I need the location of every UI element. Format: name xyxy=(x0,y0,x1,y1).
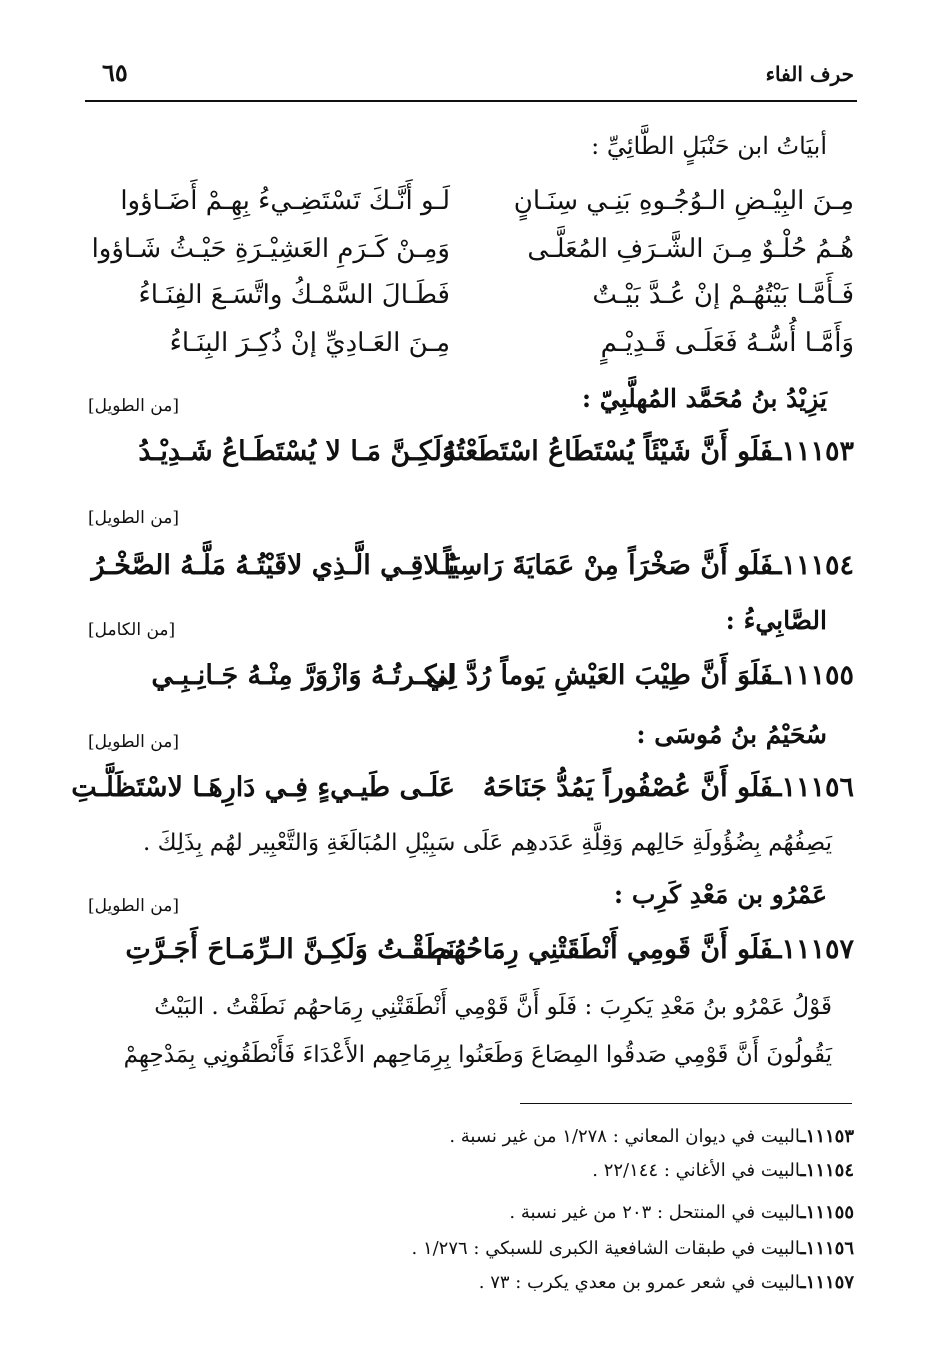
verse-left: وَلَكِـنَّ مَـا لا يُسْتَطَـاعُ شَـدِيْـدُ xyxy=(138,436,455,467)
intro-heading: أبيَاتُ ابن حَنْبَلٍ الطَّائِيِّ : xyxy=(591,132,827,160)
poet-name: يَزِيْدُ بنُ مُحَمَّد المُهلَّبِيّ : xyxy=(581,384,827,413)
verse-right xyxy=(474,772,854,803)
verse-right xyxy=(425,660,854,691)
verse-right-text: فَلَو أَنَّ شَيْئَاً يُسْتَطَاعُ اسْتَطَعْتُهُ xyxy=(442,436,774,467)
intro-verse-4-left: مِـنَ العَـادِيِّ إنْ ذُكِـرَ البِنَـاءُ xyxy=(169,328,450,358)
page-number: ٦٥ xyxy=(102,58,128,87)
commentary: يَصِفُهُم بِضُؤُولَةِ حَالِهم وَقِلَّةِ عَدَدهِم عَلَى سَبِيْلِ المُبَالَغَةِ وَالتَّعْبِير لهُم بِذَلِكَ . xyxy=(142,830,832,856)
verse-number: ١١١٥٧ـ xyxy=(773,934,854,965)
footnote-number: ١١١٥٦ـ xyxy=(800,1238,854,1259)
poet-name: الصَّابِيءُ : xyxy=(725,606,827,635)
footnote-text: البيت في ديوان المعاني : ١/٢٧٨ من غير نسبة . xyxy=(449,1126,801,1147)
verse-left: يُـلاقِـي الَّـذِي لاقَيْتُـهُ مَلَّـهُ الصَّخْـرُ xyxy=(91,550,455,581)
commentary: قَوْلُ عَمْرُو بنُ مَعْدِ يَكرِبَ : فَلَو أَنَّ قَوْمِي أَنْطَقَتْنِي رِمَاحهُم نَطَقْتُ . البَيْتُ xyxy=(154,994,832,1020)
footnote-number: ١١١٥٣ـ xyxy=(800,1126,854,1147)
footnote-text: البيت في المنتحل : ٢٠٣ من غير نسبة . xyxy=(509,1202,801,1223)
intro-verse-3-right: فَـأَمَّـا بَيْتُهُـمْ إنْ عُـدَّ بَيْـتٌ xyxy=(592,280,854,310)
footnote xyxy=(509,1202,854,1223)
meter-label: [من الطويل] xyxy=(88,508,179,528)
verse-left: نَطَقْـتُ وَلَكِـنَّ الـرِّمَـاحَ أَجَـرَّتِ xyxy=(125,934,455,965)
meter-label: [من الكامل] xyxy=(88,620,176,640)
footnote-number: ١١١٥٧ـ xyxy=(800,1272,854,1293)
verse-number: ١١١٥٣ـ xyxy=(773,436,854,467)
verse-left: عَلَـى طَيـيءٍ فِـي دَارِهَـا لاسْتَظَلَّـتِ xyxy=(71,772,455,803)
verse-right xyxy=(442,436,854,467)
poet-name: عَمْرُو بن مَعْدِ كَرِب : xyxy=(613,880,827,909)
footnote xyxy=(449,1126,854,1147)
verse-left: لنكـرتُـهُ وَازْوَرَّ مِنْـهُ جَـانِـبِـي xyxy=(151,660,455,691)
intro-verse-2-left: وَمِـنْ كَـرَمِ العَشِيْـرَةِ حَيْـثُ شَـاؤوا xyxy=(91,234,450,264)
meter-label: [من الطويل] xyxy=(88,396,179,416)
chapter-title: حرف الفاء xyxy=(765,62,854,86)
footnote xyxy=(592,1160,854,1181)
verse-right-text: فَلَوَ أَنَّ طِيْبَ العَيْشِ يَوماً رُدَّ لِي xyxy=(425,660,774,691)
verse-right-text: فَلَو أَنَّ قَومِي أَنْطَقَتْنِي رِمَاحُهُم xyxy=(435,934,774,965)
verse-number: ١١١٥٥ـ xyxy=(773,660,854,691)
verse-right xyxy=(435,934,854,965)
verse-right xyxy=(443,550,854,581)
footnote-text: البيت في الأغاني : ٢٢/١٤٤ . xyxy=(592,1160,801,1181)
commentary: يَقُولُونَ أَنَّ قَوْمِي صَدقُوا المِصَاعَ وَطَعَنُوا بِرِمَاحِهم الأَعْدَاءَ فَأَنْطَقُونِي بِمَدْحِهِمْ xyxy=(123,1042,832,1068)
footnote-number: ١١١٥٤ـ xyxy=(800,1160,854,1181)
meter-label: [من الطويل] xyxy=(88,896,179,916)
intro-verse-1-left: لَـو أَنَّـكَ تَسْتَضِـيءُ بِهِـمْ أَضَـاؤوا xyxy=(120,186,450,216)
verse-number: ١١١٥٤ـ xyxy=(773,550,854,581)
intro-verse-2-right: هُـمُ حُلْـوٌ مِـنَ الشَّـرَفِ المُعَلَّـى xyxy=(527,234,854,264)
footnote-text: البيت في شعر عمرو بن معدي يكرب : ٧٣ . xyxy=(478,1272,801,1293)
intro-verse-4-right: وَأَمَّـا أُسُّـهُ فَعَلَـى قَـدِيْـمٍ xyxy=(600,328,854,358)
footnote-text: البيت في طبقات الشافعية الكبرى للسبكي : ١/٢٧٦ . xyxy=(411,1238,801,1259)
footnote-divider xyxy=(520,1103,852,1104)
verse-right-text: فَلَو أَنَّ صَخْرَاً مِنْ عَمَايَةَ رَاسِيَاً xyxy=(443,550,774,581)
intro-verse-1-right: مِـنَ البِيْـضِ الـوُجُـوهِ بَنِـي سِنَـانٍ xyxy=(513,186,854,216)
poet-name: سُحَيْمُ بنُ مُوسَى : xyxy=(636,720,827,749)
footnote-number: ١١١٥٥ـ xyxy=(800,1202,854,1223)
verse-right-text: فَلَو أَنَّ عُصْفُوراً يَمُدُّ جَنَاحَهُ xyxy=(482,772,774,803)
verse-number: ١١١٥٦ـ xyxy=(773,772,854,803)
header-divider xyxy=(85,100,857,102)
footnote xyxy=(479,1272,854,1293)
intro-verse-3-left: فَطَـالَ السَّمْـكُ واتَّسَـعَ الفِنَـاءُ xyxy=(138,280,450,310)
meter-label: [من الطويل] xyxy=(88,732,179,752)
footnote xyxy=(411,1238,854,1259)
